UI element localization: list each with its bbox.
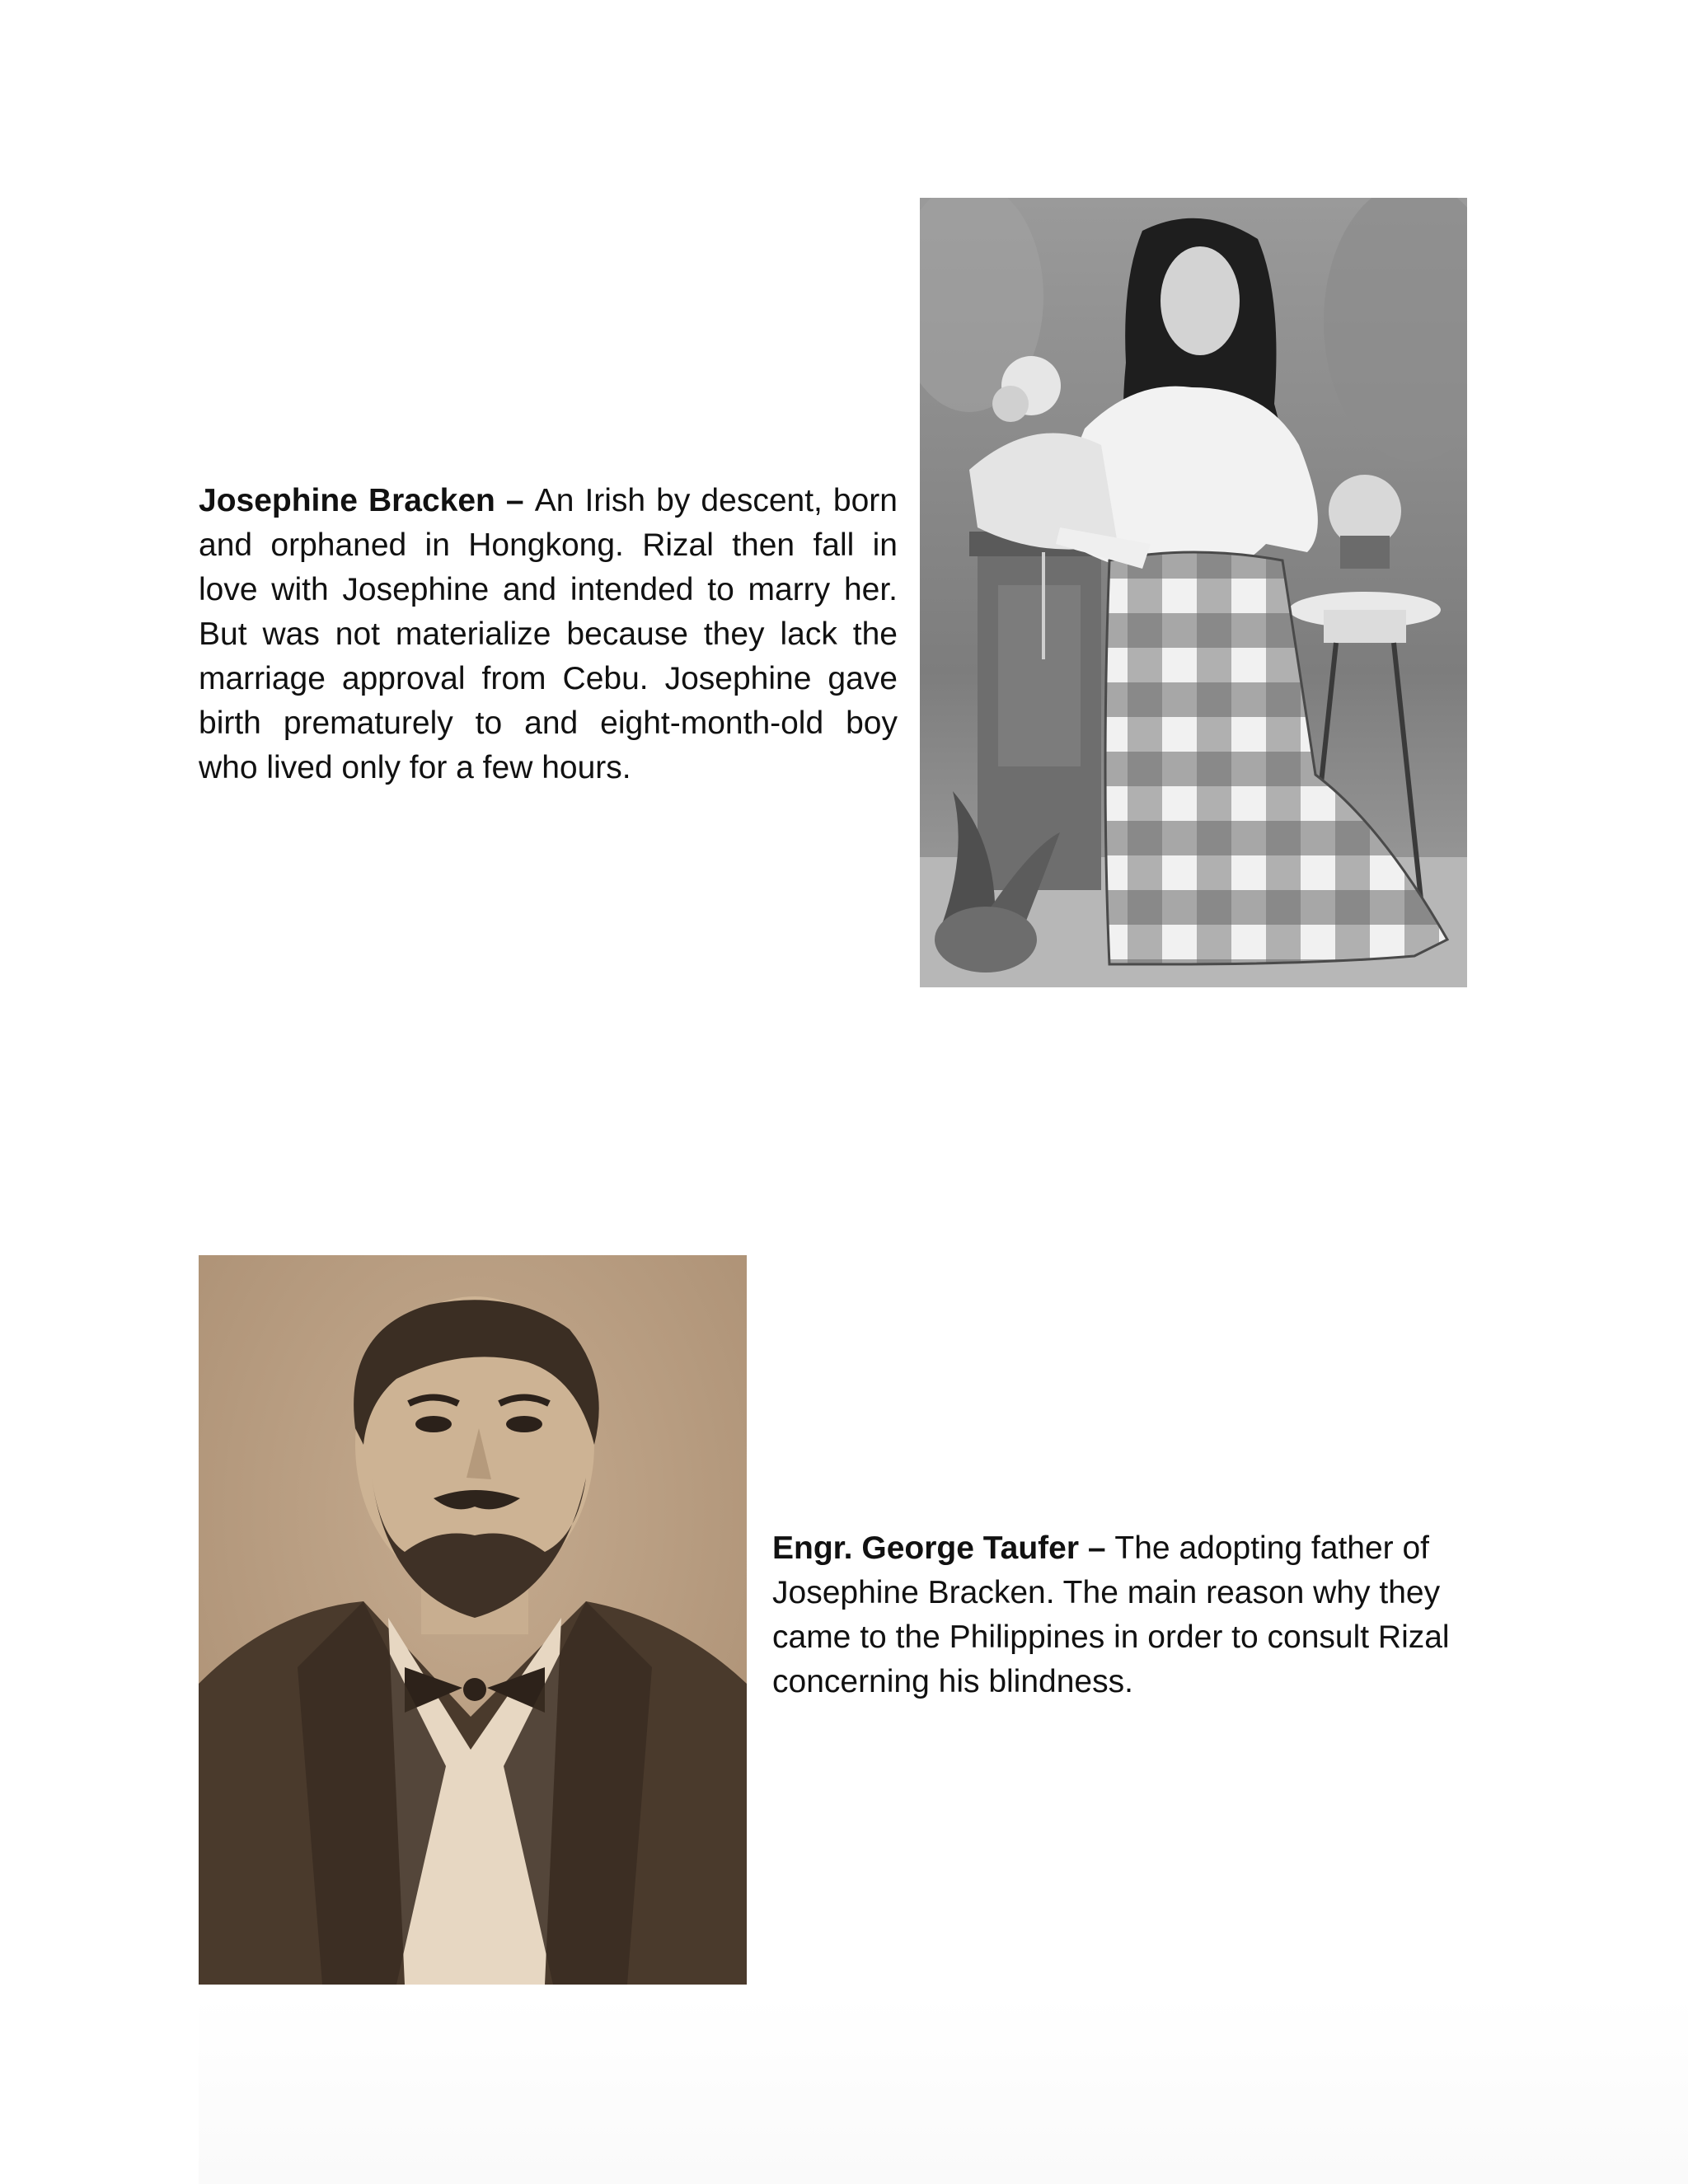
bio-name: Josephine Bracken [199, 483, 495, 518]
bio-description: The adopting father of Josephine Bracken. The main reason why they came to the Philippines in order to consult Rizal concerning his blindness. [772, 1530, 1450, 1699]
bio-dash: – [495, 483, 535, 518]
bio-name: Engr. George Taufer [772, 1530, 1080, 1566]
portrait-george-taufer [199, 1255, 747, 1985]
page-bottom-shade [199, 1994, 1688, 2184]
bio-george-taufer [772, 1526, 1471, 1704]
portrait-josephine-bracken [920, 198, 1467, 987]
bio-dash: – [1079, 1530, 1115, 1566]
bio-josephine-bracken [199, 479, 898, 790]
bio-description: An Irish by descent, born and orphaned in Hongkong. Rizal then fall in love with Josephine and intended to marry her. But was not materialize because they lack the marriage approval from Cebu. Josephine gave birth prematurely to and eight-month-old boy who lived only for a few hours. [199, 483, 898, 785]
